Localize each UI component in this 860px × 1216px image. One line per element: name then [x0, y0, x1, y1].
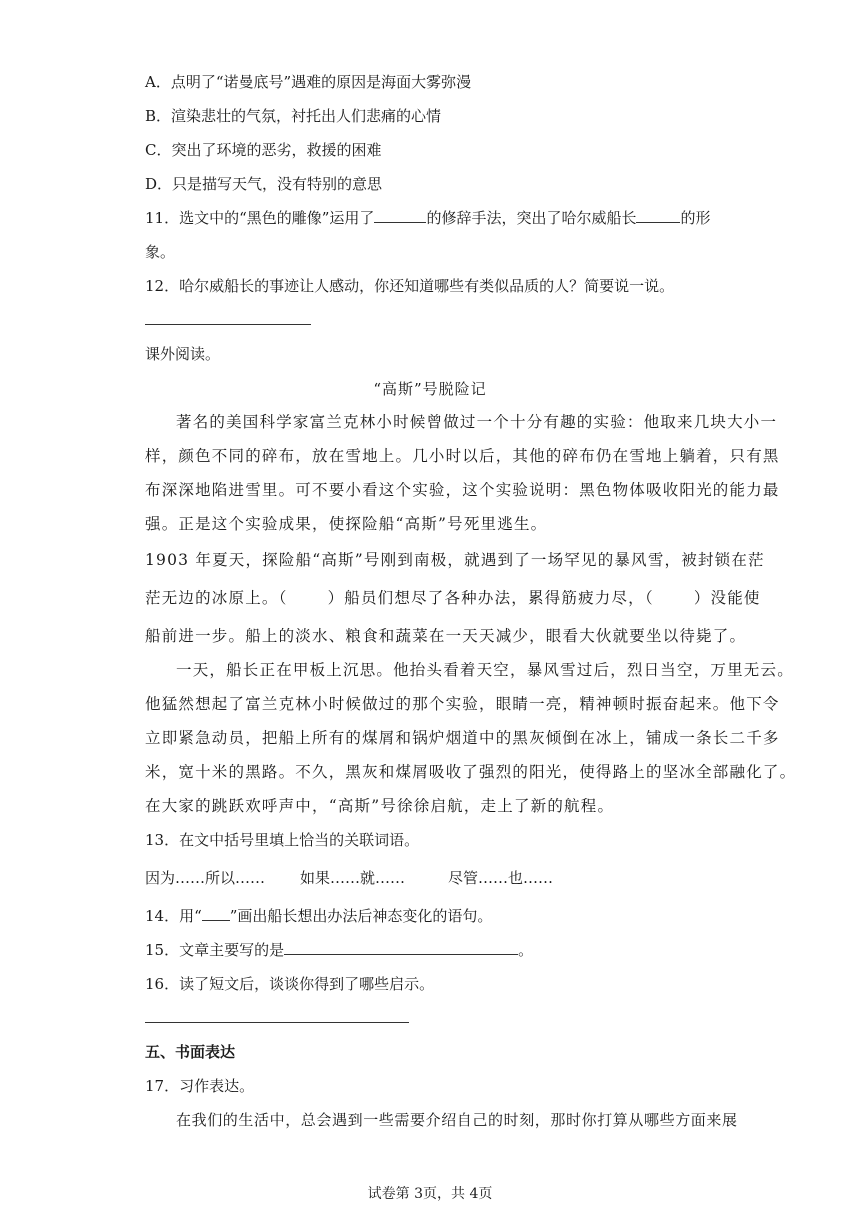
q11-text-1: 11．选文中的“黑色的雕像”运用了: [145, 209, 375, 227]
q10-option-d: D．只是描写天气，没有特别的意思: [145, 175, 383, 193]
q13-option-2: 如果……就……: [300, 869, 406, 887]
q16-answer-line: [145, 1022, 409, 1023]
section-5-heading: 五、书面表达: [145, 1043, 236, 1061]
q15-text-1: 15．文章主要写的是: [145, 941, 285, 959]
q16-text: 16．读了短文后，谈谈你得到了哪些启示。: [145, 975, 435, 993]
q11-blank-2: [636, 208, 680, 223]
q13-option-1: 因为……所以……: [145, 869, 266, 887]
q14-line: [145, 906, 492, 926]
article-p2-text-c: ）没能使: [693, 589, 761, 607]
q11-line2: 象。: [145, 243, 176, 261]
q13-options: [145, 868, 553, 888]
q17-prompt: 在我们的生活中，总会遇到一些需要介绍自己的时刻，那时你打算从哪些方面来展: [176, 1111, 738, 1129]
q15-line: [145, 940, 533, 960]
q14-text-1: 14．用“: [145, 907, 202, 925]
page-footer: 试卷第 3页，共 4页: [367, 1186, 493, 1202]
q12-text: 12．哈尔威船长的事迹让人感动，你还知道哪些有类似品质的人？简要说一说。: [145, 277, 675, 295]
article-title: “高斯”号脱险记: [373, 380, 487, 398]
article-p2-line1: 1903 年夏天，探险船“高斯”号刚到南极，就遇到了一场罕见的暴风雪，被封锁在茫: [145, 551, 765, 569]
q10-option-b: B．渲染悲壮的气氛，衬托出人们悲痛的心情: [145, 107, 442, 125]
q11-text-2: 的修辞手法，突出了哈尔威船长: [426, 209, 637, 227]
article-p1-line2: 样，颜色不同的碎布，放在雪地上。几小时以后，其他的碎布仍在雪地上躺着，只有黑: [145, 447, 780, 465]
q10-option-c: C．突出了环境的恶劣，救援的困难: [145, 141, 382, 159]
extra-reading-label: 课外阅读。: [145, 345, 221, 363]
q10-option-a: A．点明了“诺曼底号”遇难的原因是海面大雾弥漫: [145, 73, 472, 91]
q17-text: 17．习作表达。: [145, 1077, 255, 1095]
article-p3-line1: 一天，船长正在甲板上沉思。他抬头看着天空，暴风雪过后，烈日当空，万里无云。: [176, 661, 794, 679]
article-p3-line4: 米，宽十米的黑路。不久，黑灰和煤屑吸收了强烈的阳光，使得路上的坚冰全部融化了。: [145, 763, 797, 781]
article-p3-line3: 立即紧急动员，把船上所有的煤屑和锅炉烟道中的黑灰倾倒在冰上，铺成一条长二千多: [145, 729, 780, 747]
q14-underline-sample: [202, 906, 230, 921]
q11-blank-1: [374, 208, 426, 223]
article-p2-text-b: ）船员们想尽了各种办法，累得筋疲力尽，（: [327, 589, 654, 607]
q12-answer-line: [145, 324, 311, 325]
article-p2-text-a: 茫无边的冰原上。（: [145, 589, 288, 607]
article-p2-line3: 船前进一步。船上的淡水、粮食和蔬菜在一天天减少，眼看大伙就要坐以待毙了。: [145, 627, 747, 645]
article-p1-line4: 强。正是这个实验成果，使探险船“高斯”号死里逃生。: [145, 515, 548, 533]
q11-line1: [145, 208, 710, 228]
article-p3-line5: 在大家的跳跃欢呼声中，“高斯”号徐徐启航，走上了新的航程。: [145, 797, 615, 815]
article-p2-line2: [145, 588, 761, 608]
article-p1-line1: 著名的美国科学家富兰克林小时候曾做过一个十分有趣的实验：他取来几块大小一: [176, 413, 778, 431]
q14-text-2: ”画出船长想出办法后神态变化的语句。: [229, 907, 493, 925]
article-p3-line2: 他猛然想起了富兰克林小时候做过的那个实验，眼睛一亮，精神顿时振奋起来。他下令: [145, 695, 780, 713]
q13-option-3: 尽管……也……: [448, 869, 554, 887]
q15-text-2: 。: [518, 941, 534, 959]
q11-text-3: 的形: [680, 209, 711, 227]
q13-text: 13．在文中括号里填上恰当的关联词语。: [145, 831, 420, 849]
q15-blank: [284, 940, 518, 955]
article-p1-line3: 布深深地陷进雪里。可不要小看这个实验，这个实验说明：黑色物体吸收阳光的能力最: [145, 481, 780, 499]
